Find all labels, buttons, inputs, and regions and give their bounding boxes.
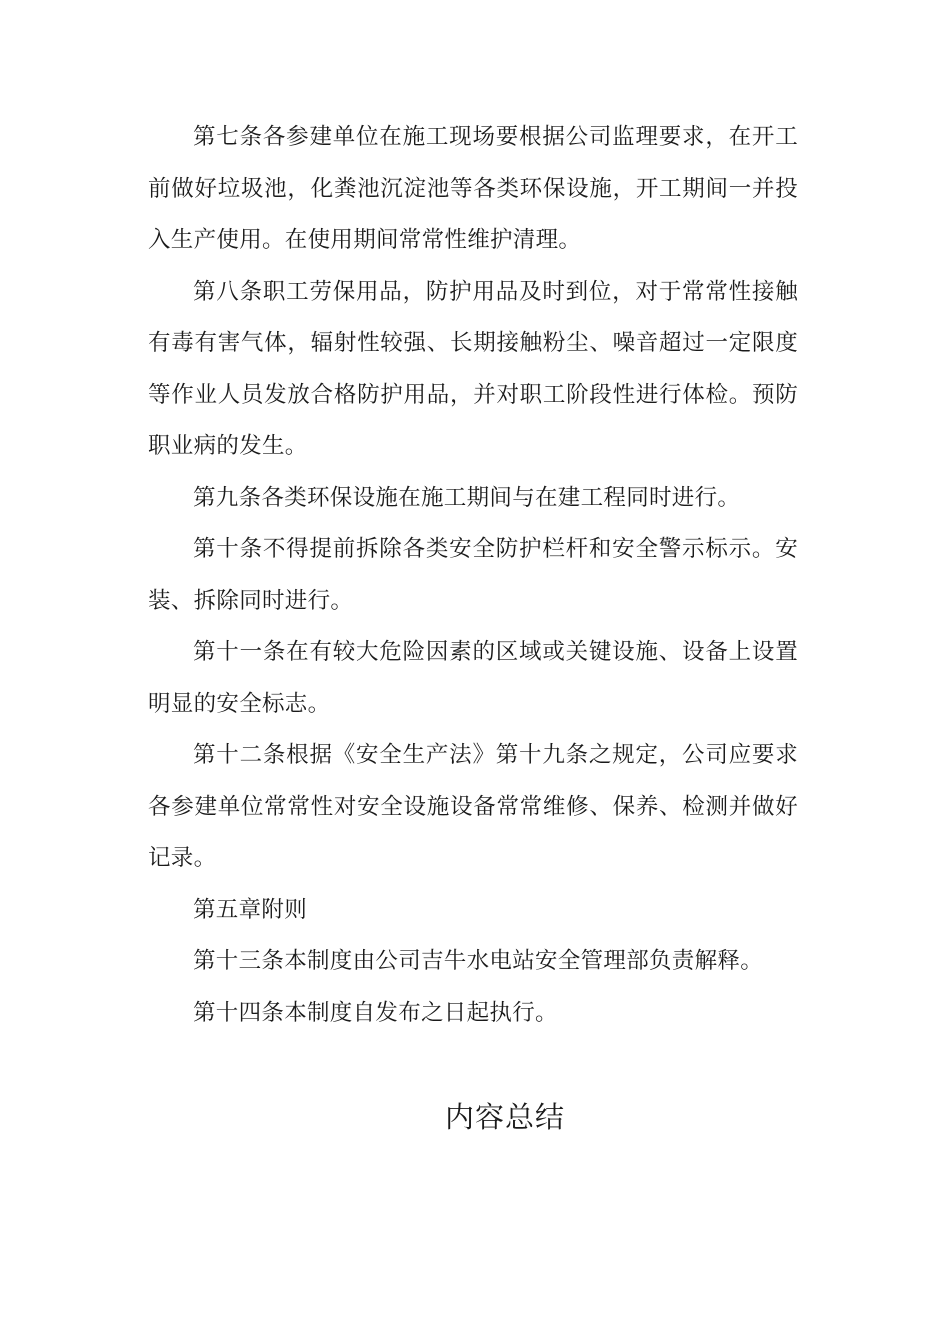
- article-14: 第十四条本制度自发布之日起执行。: [193, 999, 558, 1026]
- article-12: 第十二条根据《安全生产法》第十九条之规定，公司应要求各参建单位常常性对安全设施设备常常维修、保养、检测并做好记录。: [148, 742, 798, 871]
- article-10: 第十条不得提前拆除各类安全防护栏杆和安全警示标示。安装、拆除同时进行。: [148, 536, 798, 614]
- article-8: 第八条职工劳保用品，防护用品及时到位，对于常常性接触有毒有害气体，辐射性较强、长期接触粉尘、噪音超过一定限度等作业人员发放合格防护用品，并对职工阶段性进行体检。预防职业病的发生。: [148, 278, 798, 459]
- chapter-5-heading: 第五章附则: [193, 896, 308, 923]
- summary-title: 内容总结: [444, 1100, 565, 1134]
- article-13: 第十三条本制度由公司吉牛水电站安全管理部负责解释。: [193, 948, 764, 974]
- document-body: [148, 112, 798, 1039]
- article-11: 第十一条在有较大危险因素的区域或关键设施、设备上设置明显的安全标志。: [148, 639, 798, 717]
- article-9: 第九条各类环保设施在施工期间与在建工程同时进行。: [193, 484, 741, 511]
- article-7: 第七条各参建单位在施工现场要根据公司监理要求，在开工前做好垃圾池，化粪池沉淀池等各类环保设施，开工期间一并投入生产使用。在使用期间常常性维护清理。: [148, 124, 798, 253]
